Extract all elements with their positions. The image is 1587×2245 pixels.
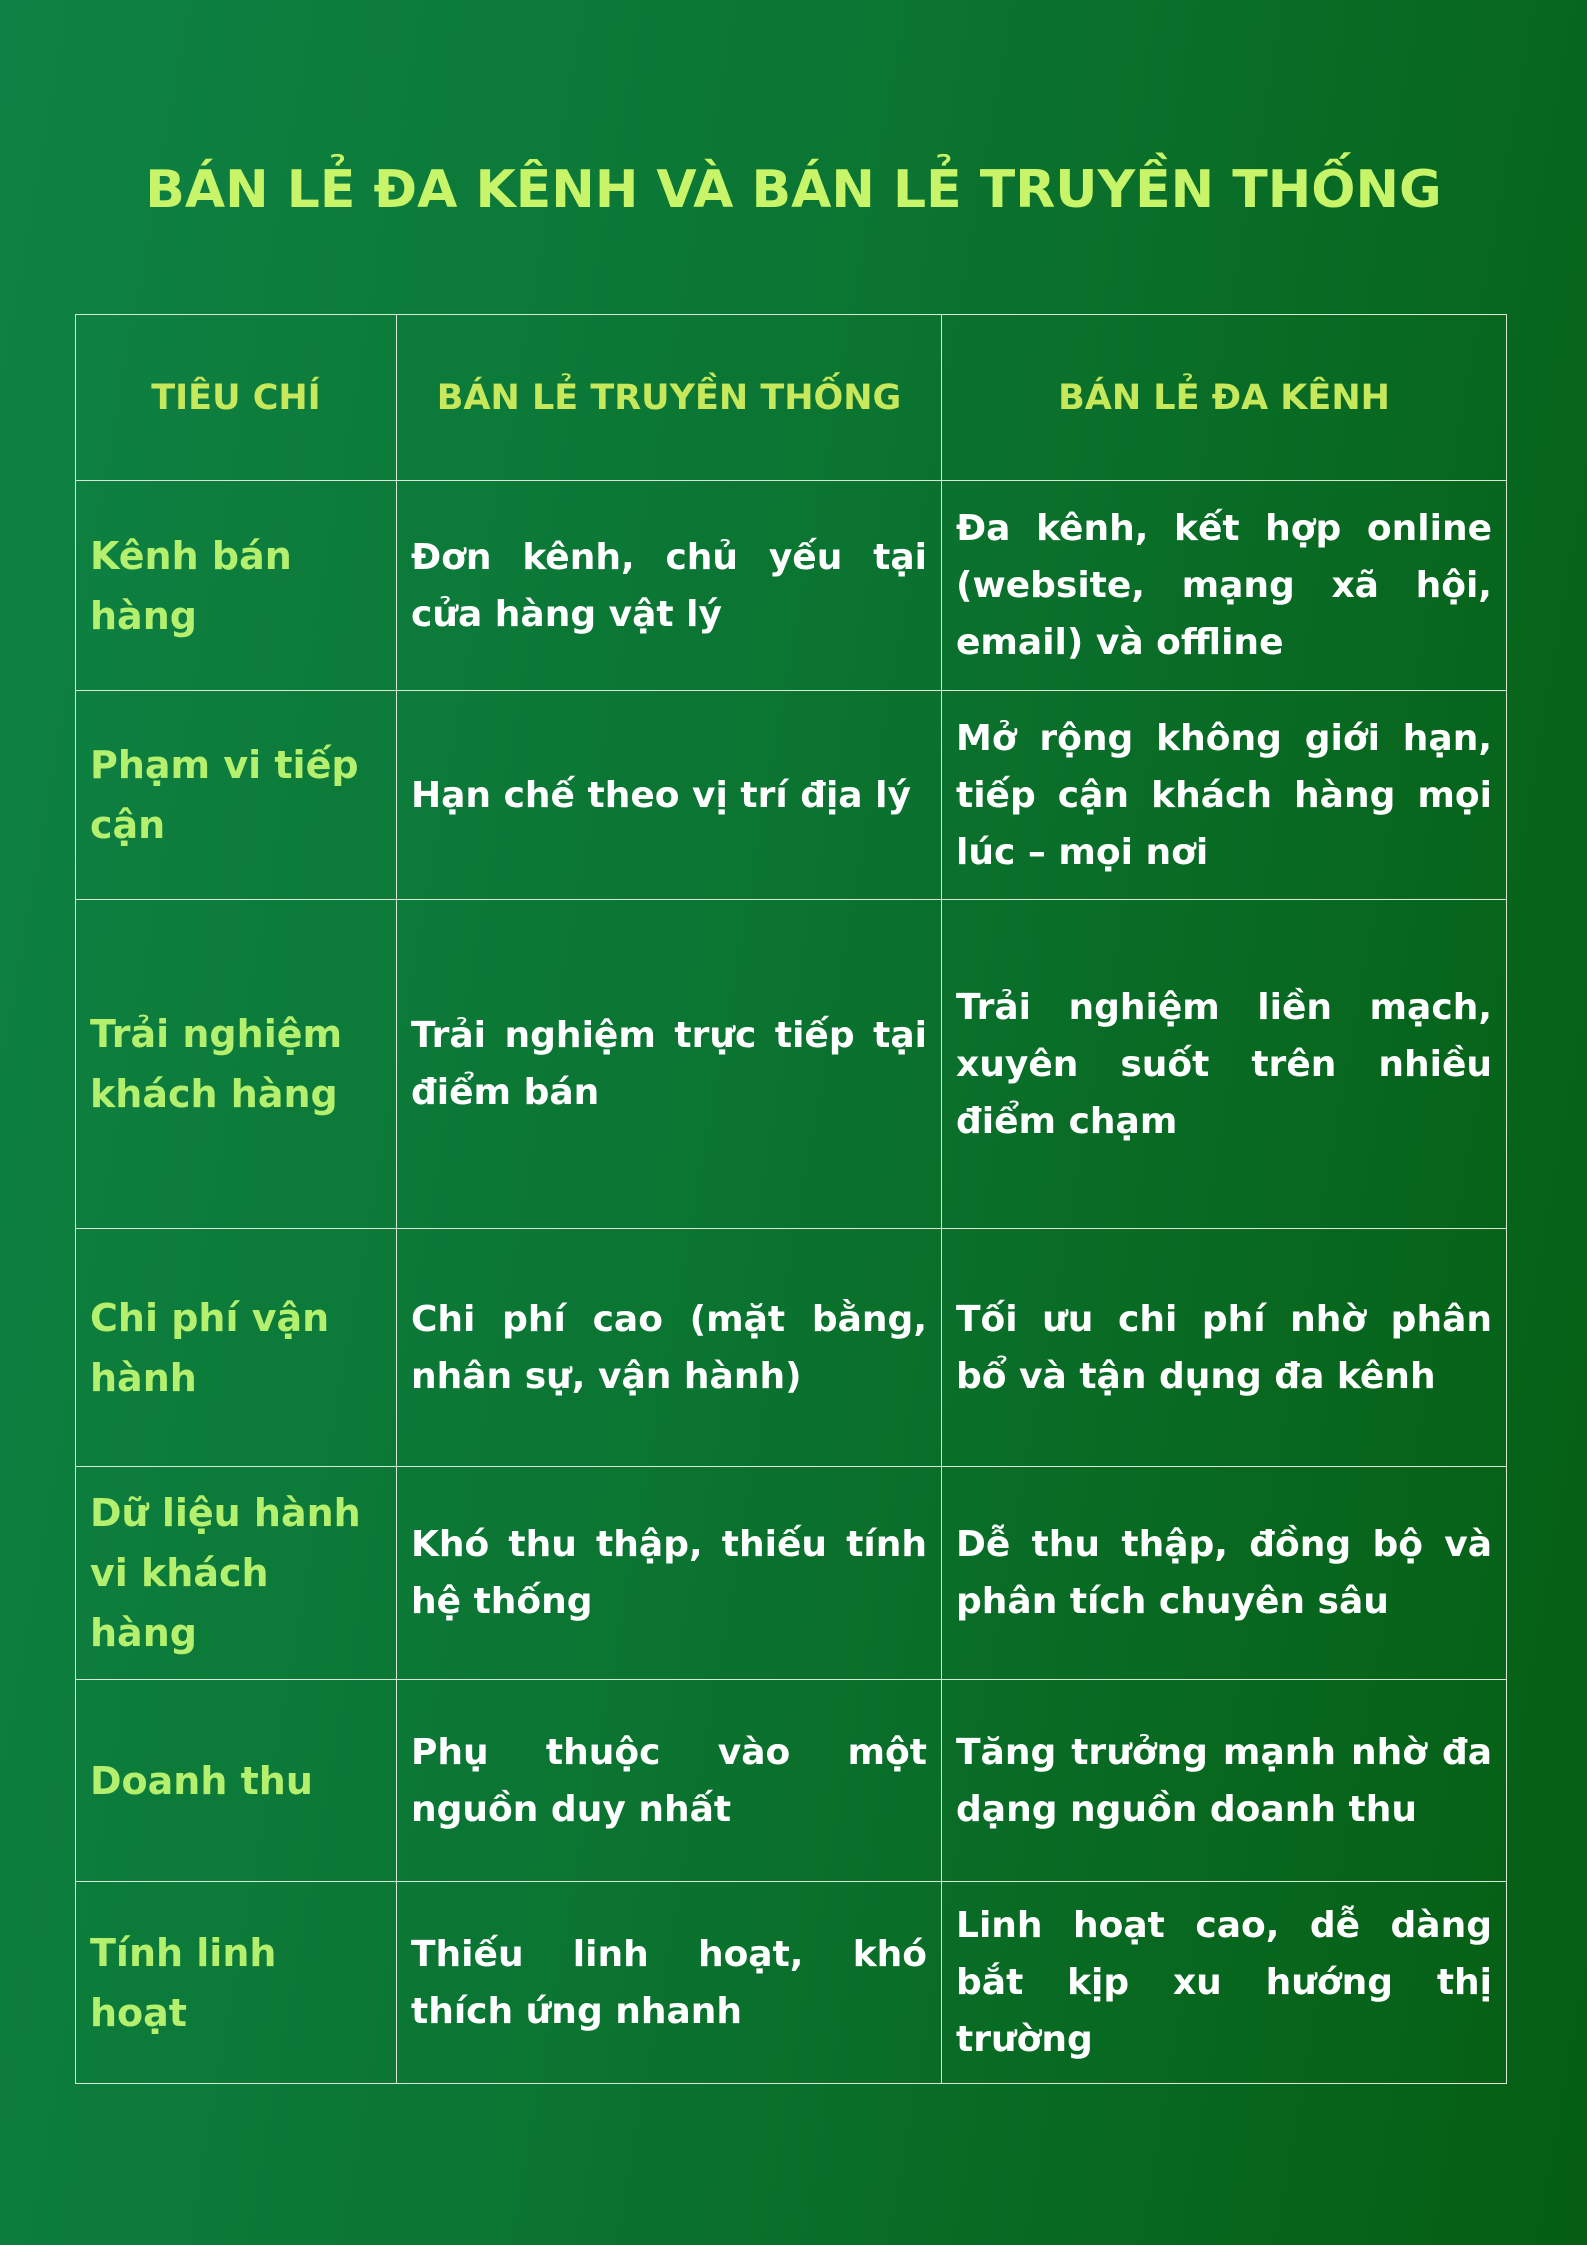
row-criteria: Phạm vi tiếp cận [76, 691, 397, 900]
row-omnichannel: Dễ thu thập, đồng bộ và phân tích chuyên sâu [942, 1467, 1507, 1680]
row-criteria: Tính linh hoạt [76, 1882, 397, 2084]
row-traditional: Trải nghiệm trực tiếp tại điểm bán [397, 900, 942, 1229]
header-traditional: BÁN LẺ TRUYỀN THỐNG [397, 315, 942, 481]
table-row [76, 481, 1507, 691]
row-traditional: Phụ thuộc vào một nguồn duy nhất [397, 1680, 942, 1882]
row-criteria: Dữ liệu hành vi khách hàng [76, 1467, 397, 1680]
row-criteria: Trải nghiệm khách hàng [76, 900, 397, 1229]
row-omnichannel: Linh hoạt cao, dễ dàng bắt kịp xu hướng thị trường [942, 1882, 1507, 2084]
page-title: BÁN LẺ ĐA KÊNH VÀ BÁN LẺ TRUYỀN THỐNG [145, 160, 1442, 220]
header-criteria: TIÊU CHÍ [76, 315, 397, 481]
row-criteria: Chi phí vận hành [76, 1229, 397, 1467]
row-criteria: Kênh bán hàng [76, 481, 397, 691]
row-omnichannel: Đa kênh, kết hợp online (website, mạng xã hội, email) và offline [942, 481, 1507, 691]
row-criteria: Doanh thu [76, 1680, 397, 1882]
table-row [76, 1467, 1507, 1680]
table-row [76, 691, 1507, 900]
table-header-row [76, 315, 1507, 481]
row-traditional: Khó thu thập, thiếu tính hệ thống [397, 1467, 942, 1680]
table-row [76, 1882, 1507, 2084]
table-row [76, 900, 1507, 1229]
row-traditional: Hạn chế theo vị trí địa lý [397, 691, 942, 900]
row-traditional: Chi phí cao (mặt bằng, nhân sự, vận hành) [397, 1229, 942, 1467]
table-row [76, 1680, 1507, 1882]
table-row [76, 1229, 1507, 1467]
row-omnichannel: Mở rộng không giới hạn, tiếp cận khách hàng mọi lúc – mọi nơi [942, 691, 1507, 900]
comparison-table [75, 314, 1507, 2084]
row-omnichannel: Tối ưu chi phí nhờ phân bổ và tận dụng đa kênh [942, 1229, 1507, 1467]
row-traditional: Thiếu linh hoạt, khó thích ứng nhanh [397, 1882, 942, 2084]
header-omnichannel: BÁN LẺ ĐA KÊNH [942, 315, 1507, 481]
row-omnichannel: Trải nghiệm liền mạch, xuyên suốt trên nhiều điểm chạm [942, 900, 1507, 1229]
row-traditional: Đơn kênh, chủ yếu tại cửa hàng vật lý [397, 481, 942, 691]
row-omnichannel: Tăng trưởng mạnh nhờ đa dạng nguồn doanh thu [942, 1680, 1507, 1882]
